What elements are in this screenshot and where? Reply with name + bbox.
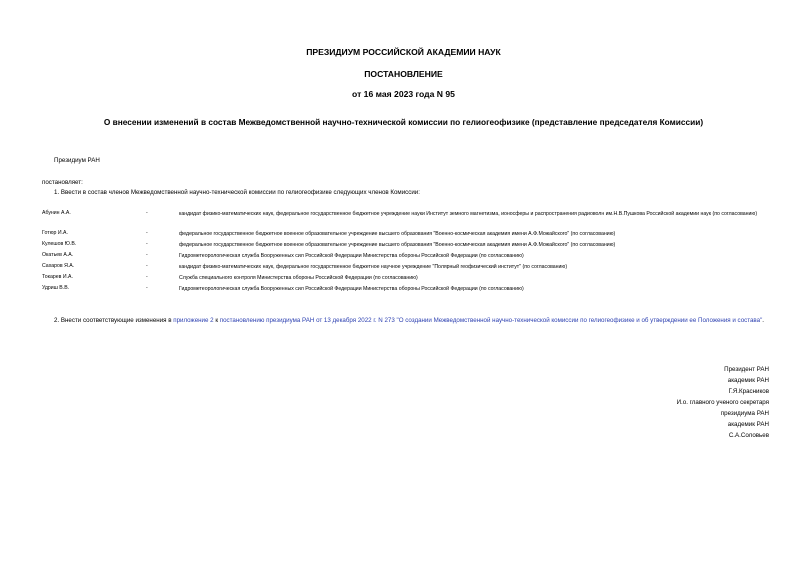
member-dash: - <box>146 230 148 236</box>
member-name: Сахаров Я.А. <box>42 263 75 269</box>
member-dash: - <box>146 263 148 269</box>
signature-line: академик РАН <box>727 377 769 384</box>
item-2-prefix: 2. Внести соответствующие изменения в <box>54 317 174 324</box>
annex-2-link[interactable]: приложение 2 <box>173 317 214 324</box>
issuer-text: Президиум РАН <box>54 157 100 164</box>
member-description: федеральное государственное бюджетное военное образовательное учреждение высшего образования "Военно-космическая академия имени А.Ф.Можайского" (по согласованию) <box>179 242 616 248</box>
member-description: Служба специального контроля Министерства обороны Российской Федерации (по согласованию) <box>179 275 418 281</box>
item-2-middle: к <box>213 317 220 324</box>
member-description: кандидат физико-математических наук, федеральное государственное бюджетное научное учреждение "Полярный геофизический институт" (по согласованию) <box>179 264 568 270</box>
organization-heading: ПРЕЗИДИУМ РОССИЙСКОЙ АКАДЕМИИ НАУК <box>306 47 501 57</box>
member-dash: - <box>146 241 148 247</box>
member-name: Удриш В.В. <box>42 285 70 291</box>
document-date-number: от 16 мая 2023 года N 95 <box>352 89 455 99</box>
resolves-text: постановляет: <box>42 179 83 186</box>
signature-line: Г.Я.Красников <box>728 388 769 395</box>
signature-line: президиума РАН <box>720 410 769 417</box>
member-description: Гидрометеорологическая служба Вооруженных сил Российской Федерации Министерства обороны Российской Федерации (по согласованию) <box>179 286 524 292</box>
item-1-text: 1. Ввести в состав членов Межведомственной научно-технической комиссии по гелиогеофизике следующих членов Комиссии: <box>54 189 420 196</box>
item-2-paragraph <box>42 315 768 327</box>
member-name: Окатьев А.А. <box>42 252 74 258</box>
signature-line: И.о. главного ученого секретаря <box>676 399 769 406</box>
member-name: Токарев И.А. <box>42 274 73 280</box>
member-description: Гидрометеорологическая служба Вооруженных сил Российской Федерации Министерства обороны Российской Федерации (по согласованию) <box>179 253 524 259</box>
member-dash: - <box>146 210 148 216</box>
document-type-heading: ПОСТАНОВЛЕНИЕ <box>364 69 443 79</box>
member-dash: - <box>146 252 148 258</box>
member-description: кандидат физико-математических наук, федеральное государственное бюджетное учреждение науки Институт земного магнетизма, ионосферы и распространения радиоволн им.Н.В.Пушкова Российской академии наук (по согласованию) <box>179 211 758 217</box>
document-title: О внесении изменений в состав Межведомственной научно-технической комиссии по гелиогеофизике (представление председателя Комиссии) <box>103 117 704 127</box>
member-name: Кулешов Ю.В. <box>42 241 77 247</box>
member-dash: - <box>146 274 148 280</box>
member-name: Абунин А.А. <box>42 210 71 216</box>
member-description: федеральное государственное бюджетное военное образовательное учреждение высшего образования "Военно-космическая академия имени А.Ф.Можайского" (по согласованию) <box>179 231 616 237</box>
resolution-273-link[interactable]: постановлению президиума РАН от 13 декабря 2022 г. N 273 "О создании Межведомственной научно-технической комиссии по гелиогеофизике и об утверждении ее Положения и состава" <box>219 317 763 324</box>
member-dash: - <box>146 285 148 291</box>
item-2-suffix: . <box>762 317 765 324</box>
signature-line: С.А.Соловьев <box>728 432 769 439</box>
signature-line: академик РАН <box>727 421 769 428</box>
member-name: Готюр И.А. <box>42 230 68 236</box>
signature-line: Президент РАН <box>724 366 769 373</box>
